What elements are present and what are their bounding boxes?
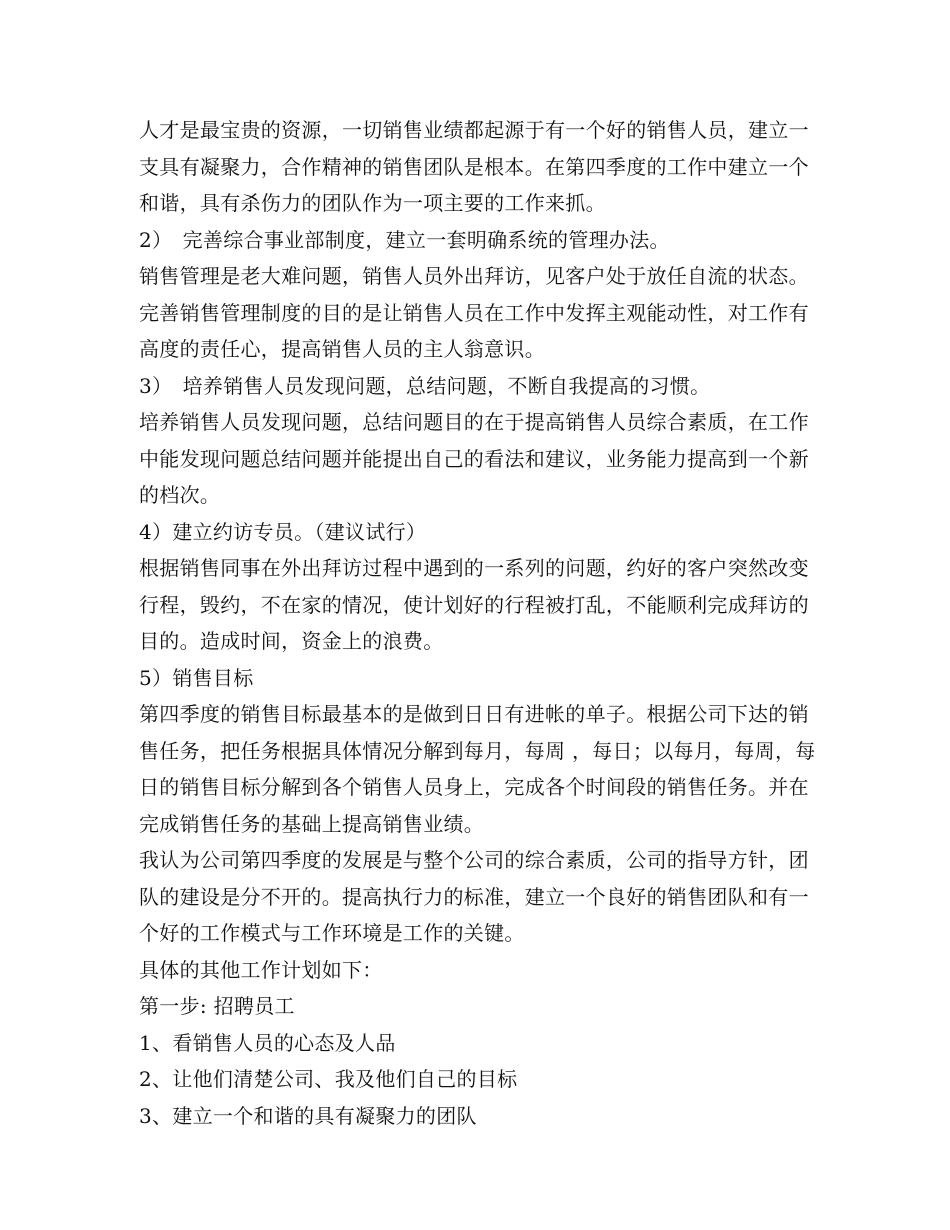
list-item-2: 2、让他们清楚公司、我及他们自己的目标 <box>139 1067 518 1091</box>
heading-appointment-specialist: 4）建立约访专员。（建议试行） <box>139 519 427 544</box>
heading-management-system: 2） 完善综合事业部制度，建立一套明确系统的管理办法。 <box>139 227 670 252</box>
heading-other-plans: 具体的其他工作计划如下： <box>139 957 383 982</box>
heading-step-one: 第一步: 招聘员工 <box>139 994 295 1018</box>
heading-problem-finding: 3） 培养销售人员发现问题，总结问题，不断自我提高的习惯。 <box>139 373 711 398</box>
list-item-1: 1、看销售人员的心态及人品 <box>139 1030 396 1055</box>
document-body <box>139 112 819 1134</box>
paragraph-company-development: 我认为公司第四季度的发展是与整个公司的综合素质，公司的指导方针，团队的建设是分不开的。提高执行力的标准，建立一个良好的销售团队和有一个好的工作模式与工作环境是工作的关键。 <box>139 848 809 945</box>
list-item-3: 3、建立一个和谐的具有凝聚力的团队 <box>139 1103 477 1128</box>
paragraph-sales-management: 销售管理是老大难问题，销售人员外出拜访，见客户处于放任自流的状态。完善销售管理制度的目的是让销售人员在工作中发挥主观能动性，对工作有高度的责任心，提高销售人员的主人翁意识。 <box>139 264 809 361</box>
paragraph-problem-finding: 培养销售人员发现问题，总结问题目的在于提高销售人员综合素质，在工作中能发现问题总结问题并能提出自己的看法和建议，业务能力提高到一个新的档次。 <box>139 410 809 507</box>
paragraph-sales-target: 第四季度的销售目标最基本的是做到日日有进帐的单子。根据公司下达的销售任务，把任务根据具体情况分解到每月，每周 ，每日；以每月，每周，每日的销售目标分解到各个销售人员身上，完成各个时间段的销售任务。并在完成销售任务的基础上提高销售业绩。 <box>139 702 816 836</box>
heading-sales-target: 5）销售目标 <box>139 665 254 690</box>
paragraph-appointment-specialist: 根据销售同事在外出拜访过程中遇到的一系列的问题，约好的客户突然改变行程，毁约，不在家的情况，使计划好的行程被打乱，不能顺利完成拜访的目的。造成时间，资金上的浪费。 <box>139 556 809 653</box>
paragraph-team-building: 人才是最宝贵的资源，一切销售业绩都起源于有一个好的销售人员，建立一支具有凝聚力，合作精神的销售团队是根本。在第四季度的工作中建立一个和谐，具有杀伤力的团队作为一项主要的工作来抓。 <box>139 118 809 215</box>
